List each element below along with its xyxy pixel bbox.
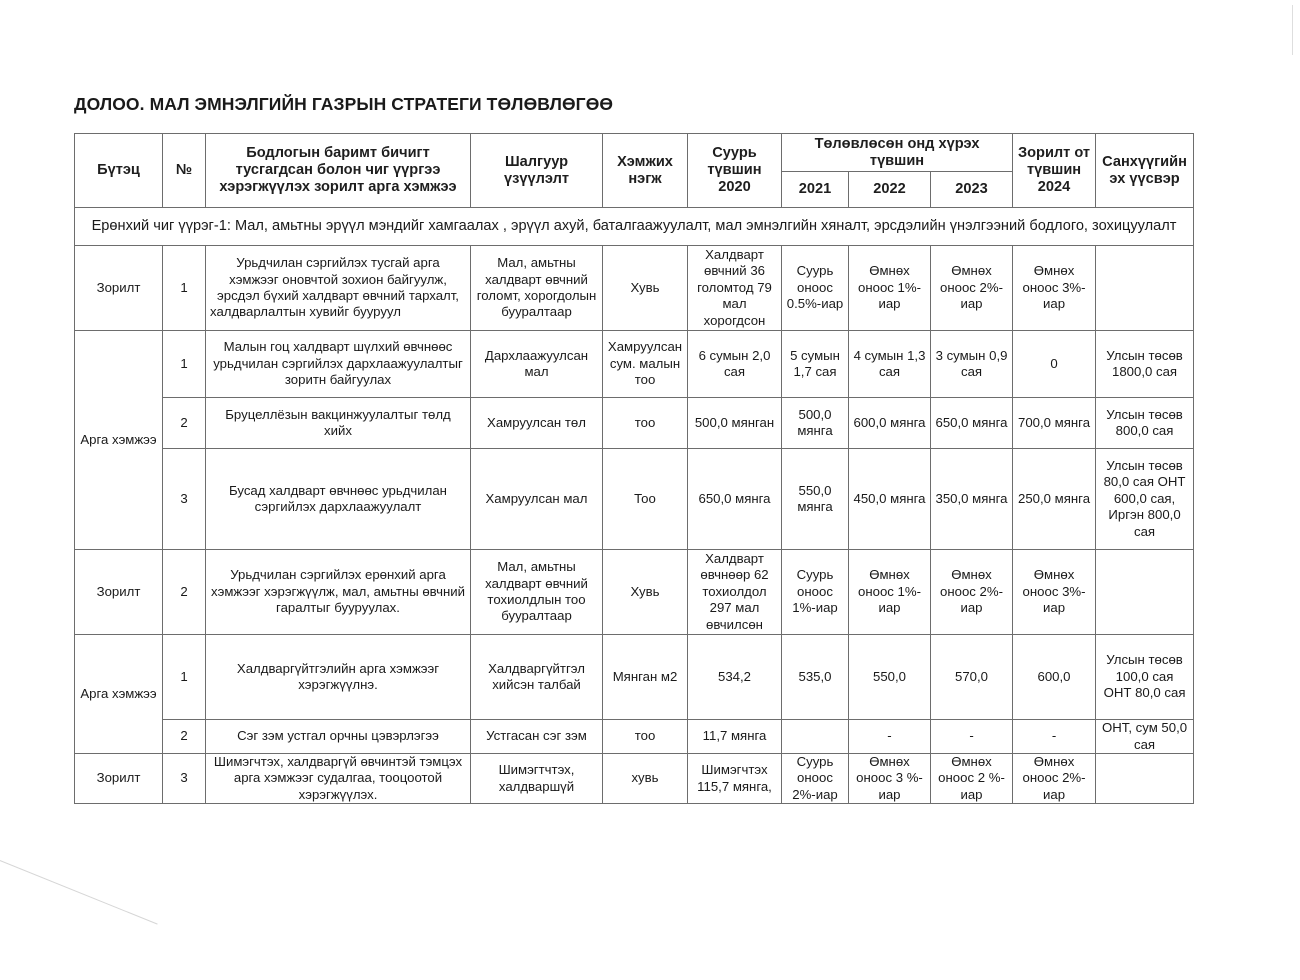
number-cell: 1 [163,331,206,398]
criterion-cell: Устгасан сэг зэм [471,720,603,754]
unit-cell: хувь [603,754,688,804]
header-year-2021: 2021 [782,172,849,208]
funding-cell [1096,550,1194,635]
year-2022-cell: 550,0 [849,635,931,720]
year-2022-cell: Өмнөх оноос 1%-иар [849,550,931,635]
policy-cell: Шимэгчтэх, халдваргүй өвчинтэй тэмцэх арга хэмжээг судалгаа, тооцоотой хэрэгжүүлэх. [206,754,471,804]
policy-cell: Малын гоц халдварт шүлхий өвчнөөс урьдчилан сэргийлэх дархлаажуулалтыг зоритн байгуулах [206,331,471,398]
table-row [75,635,1194,720]
header-funding: Санхүүгийн эх үүсвэр [1096,134,1194,208]
header-structure: Бүтэц [75,134,163,208]
year-2022-cell: 600,0 мянга [849,398,931,449]
year-2023-cell: Өмнөх оноос 2 %-иар [931,754,1013,804]
policy-cell: Халдваргүйтгэлийн арга хэмжээг хэрэгжүүлнэ. [206,635,471,720]
target-cell: 600,0 [1013,635,1096,720]
funding-cell: ОНТ, сум 50,0 сая [1096,720,1194,754]
table-row [75,331,1194,398]
year-2021-cell: 550,0 мянга [782,449,849,550]
number-cell: 2 [163,398,206,449]
table-row [75,449,1194,550]
header-year-2023: 2023 [931,172,1013,208]
baseline-cell: Халдварт өвчнөөр 62 тохиолдол 297 мал өвчилсөн [688,550,782,635]
baseline-cell: 500,0 мянган [688,398,782,449]
number-cell: 1 [163,635,206,720]
criterion-cell: Дархлаажуулсан мал [471,331,603,398]
year-2021-cell: Суурь оноос 0.5%-иар [782,246,849,331]
year-2021-cell: Суурь оноос 1%-иар [782,550,849,635]
funding-cell [1096,246,1194,331]
year-2021-cell: 500,0 мянга [782,398,849,449]
year-2022-cell: 450,0 мянга [849,449,931,550]
target-cell: 250,0 мянга [1013,449,1096,550]
structure-cell: Арга хэмжээ [75,331,163,550]
criterion-cell: Хамруулсан мал [471,449,603,550]
baseline-cell: 650,0 мянга [688,449,782,550]
header-number: № [163,134,206,208]
baseline-cell: Халдварт өвчний 36 голомтод 79 мал хорогдсон [688,246,782,331]
funding-cell: Улсын төсөв 800,0 сая [1096,398,1194,449]
baseline-cell: 534,2 [688,635,782,720]
target-cell: Өмнөх оноос 3%-иар [1013,550,1096,635]
number-cell: 3 [163,754,206,804]
target-cell: - [1013,720,1096,754]
year-2022-cell: Өмнөх оноос 3 %-иар [849,754,931,804]
header-target: Зорилт от түвшин 2024 [1013,134,1096,208]
number-cell: 1 [163,246,206,331]
number-cell: 2 [163,550,206,635]
header-planned-group: Төлөвлөсөн онд хүрэх түвшин [782,134,1013,172]
baseline-cell: 6 сумын 2,0 сая [688,331,782,398]
year-2022-cell: Өмнөх оноос 1%-иар [849,246,931,331]
year-2023-cell: - [931,720,1013,754]
year-2023-cell: 650,0 мянга [931,398,1013,449]
structure-cell: Зорилт [75,550,163,635]
number-cell: 3 [163,449,206,550]
year-2022-cell: 4 сумын 1,3 сая [849,331,931,398]
baseline-cell: 11,7 мянга [688,720,782,754]
year-2022-cell: - [849,720,931,754]
funding-cell: Улсын төсөв 100,0 сая ОНТ 80,0 сая [1096,635,1194,720]
criterion-cell: Халдваргүйтгэл хийсэн талбай [471,635,603,720]
structure-cell: Зорилт [75,246,163,331]
year-2023-cell: 570,0 [931,635,1013,720]
funding-cell: Улсын төсөв 1800,0 сая [1096,331,1194,398]
target-cell: Өмнөх оноос 2%-иар [1013,754,1096,804]
header-policy: Бодлогын баримт бичигт тусгагдсан болон чиг үүргээ хэрэгжүүлэх зорилт арга хэмжээ [206,134,471,208]
unit-cell: Хамруулсан сум. малын тоо [603,331,688,398]
strategy-plan-table [74,133,1194,804]
policy-cell: Урьдчилан сэргийлэх ерөнхий арга хэмжээг хэрэгжүүлж, мал, амьтны өвчний гаралтыг бууруулах. [206,550,471,635]
unit-cell: Мянган м2 [603,635,688,720]
criterion-cell: Хамруулсан төл [471,398,603,449]
header-year-2022: 2022 [849,172,931,208]
header-baseline: Суурь түвшин 2020 [688,134,782,208]
year-2021-cell: 5 сумын 1,7 сая [782,331,849,398]
table-row [75,754,1194,804]
page-title: ДОЛОО. МАЛ ЭМНЭЛГИЙН ГАЗРЫН СТРАТЕГИ ТӨЛӨВЛӨГӨӨ [74,94,614,114]
funding-cell [1096,754,1194,804]
baseline-cell: Шимэгчтэх 115,7 мянга, [688,754,782,804]
structure-cell: Арга хэмжээ [75,635,163,754]
criterion-cell: Шимэгтчтэх, халдваршүй [471,754,603,804]
scan-artifact [0,860,158,980]
policy-cell: Урьдчилан сэргийлэх тусгай арга хэмжээг оновчтой зохион байгуулж, эрсдэл бүхий халдварт өвчний тархалт, халдварлалтын хувийг бууруул [206,246,471,331]
number-cell: 2 [163,720,206,754]
year-2023-cell: Өмнөх оноос 2%-иар [931,550,1013,635]
header-criterion: Шалгуур үзүүлэлт [471,134,603,208]
unit-cell: Тоо [603,449,688,550]
criterion-cell: Мал, амьтны халдварт өвчний голомт, хорогдолын бууралтаар [471,246,603,331]
unit-cell: тоо [603,398,688,449]
table-row [75,398,1194,449]
criterion-cell: Мал, амьтны халдварт өвчний тохиолдлын тоо бууралтаар [471,550,603,635]
table-row [75,720,1194,754]
funding-cell: Улсын төсөв 80,0 сая ОНТ 600,0 сая, Иргэн 800,0 сая [1096,449,1194,550]
target-cell: 700,0 мянга [1013,398,1096,449]
target-cell: 0 [1013,331,1096,398]
table-row [75,550,1194,635]
year-2023-cell: Өмнөх оноос 2%-иар [931,246,1013,331]
table-row [75,246,1194,331]
general-function-row: Ерөнхий чиг үүрэг-1: Мал, амьтны эрүүл мэндийг хамгаалах , эрүүл ахуй, баталгаажуулалт, мал эмнэлгийн хяналт, эрсдэлийн үнэлгээний бодлого, зохицуулалт [75,208,1194,246]
year-2021-cell: Суурь оноос 2%-иар [782,754,849,804]
policy-cell: Бруцеллёзын вакцинжуулалтыг төлд хийх [206,398,471,449]
policy-cell: Сэг зэм устгал орчны цэвэрлэгээ [206,720,471,754]
unit-cell: тоо [603,720,688,754]
scan-artifact [1292,5,1293,55]
structure-cell: Зорилт [75,754,163,804]
header-unit: Хэмжих нэгж [603,134,688,208]
year-2023-cell: 350,0 мянга [931,449,1013,550]
unit-cell: Хувь [603,550,688,635]
year-2023-cell: 3 сумын 0,9 сая [931,331,1013,398]
year-2021-cell: 535,0 [782,635,849,720]
target-cell: Өмнөх оноос 3%-иар [1013,246,1096,331]
policy-cell: Бусад халдварт өвчнөөс урьдчилан сэргийлэх дархлаажуулалт [206,449,471,550]
unit-cell: Хувь [603,246,688,331]
year-2021-cell [782,720,849,754]
